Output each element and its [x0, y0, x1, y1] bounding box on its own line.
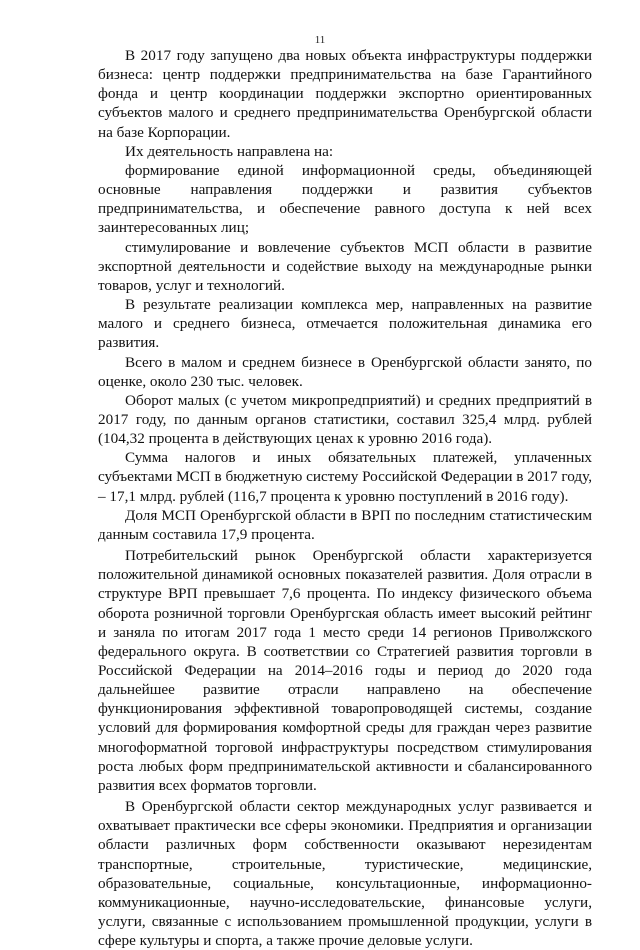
paragraph-turnover: Оборот малых (с учетом микропредприятий) и средних предприятий в 2017 году, по данным органов статистики, составил 325,4 млрд. рублей (104,32 процента в действующих ценах к уровню 2016 года). [98, 391, 592, 448]
paragraph-activity-intro: Их деятельность направлена на: [125, 142, 334, 160]
paragraph-positive-dynamics: В результате реализации комплекса мер, направленных на развитие малого и среднего бизнеса, отмечается положительная динамика его развития. [98, 296, 592, 352]
paragraph-employment: Всего в малом и среднем бизнесе в Оренбургской области занято, по оценке, около 230 тыс. человек. [98, 353, 592, 390]
paragraph-grp-share: Доля МСП Оренбургской области в ВРП по последним статистическим данным составила 17,9 процента. [98, 506, 592, 543]
paragraph-export-stimulation: стимулирование и вовлечение субъектов МСП области в развитие экспортной деятельности и содействие выходу на международные рынки товаров, услуг и технологий. [98, 238, 592, 294]
paragraph-international-services: В Оренбургской области сектор международных услуг развивается и охватывает практически все сферы экономики. Предприятия и организации области различных форм собственности оказывают нерезидентам транспортные, строительные, туристические, медицинские, образовательные, социальные, консультационные, информационно-коммуникационные, научно-исследовательские, финансовые услуги, услуги, связанные с использованием промышленной продукции, услуги в сфере культуры и спорта, а также прочие деловые услуги. [98, 798, 592, 950]
page-number: 11 [314, 34, 326, 46]
paragraph-information-environment: формирование единой информационной среды, объединяющей основные направления поддержки и развития субъектов предпринимательства, и обеспечение равного доступа к ней всех заинтересованных лиц; [98, 161, 592, 237]
paragraph-new-infrastructure: В 2017 году запущено два новых объекта инфраструктуры поддержки бизнеса: центр поддержки предпринимательства на базе Гарантийного фонда и центр координации поддержки экспортно ориентированных субъектов малого и среднего предпринимательства Оренбургской области на базе Корпорации. [98, 47, 592, 141]
paragraph-consumer-market: Потребительский рынок Оренбургской области характеризуется положительной динамикой основных показателей развития. Доля отрасли в структуре ВРП превышает 7,6 процента. По индексу физического объема оборота розничной торговли Оренбургская область имеет высокий рейтинг и заняла по итогам 2017 года 1 место среди 14 регионов Приволжского федерального округа. В соответствии со Стратегией развития торговли в Российской Федерации на 2014–2016 годы и период до 2020 года дальнейшее развитие отрасли направлено на обеспечение функционирования эффективной товаропроводящей системы, создание условий для формирования комфортной среды для граждан через развитие многоформатной торговой инфраструктуры посредством стимулирования роста любых форм предпринимательской активности и сбалансированного развития всех форматов торговли. [98, 547, 592, 794]
paragraph-taxes: Сумма налогов и иных обязательных платежей, уплаченных субъектами МСП в бюджетную систему Российской Федерации в 2017 году, – 17,1 млрд. рублей (116,7 процента к уровню поступлений в 2016 году). [98, 449, 592, 505]
document-body [98, 46, 592, 950]
